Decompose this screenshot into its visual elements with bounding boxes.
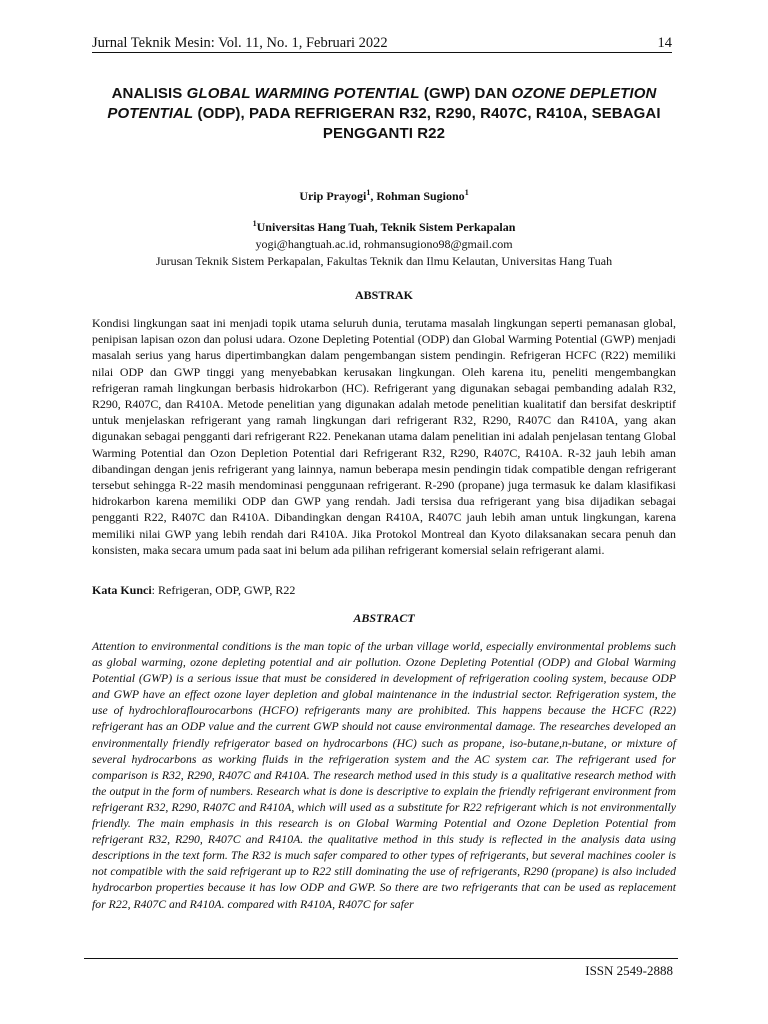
abstrak-body: Kondisi lingkungan saat ini menjadi topik utama seluruh dunia, terutama masalah lingkungan seperti pemanasan global, penipisan lapisan ozon dan polusi udara. Ozone Depleting Potential (ODP) dan Global Warming Potential (GWP) menjadi masalah serius yang harus dipertimbangkan dalam pengembangan sistem pendingin. Refrigeran HCFC (R22) memiliki nilai ODP dan GWP tinggi yang menyebabkan kerusakan lingkungan. Oleh karena itu, peneliti mengembangkan refrigeran ramah lingkungan berbasis hidrokarbon (HC). Refrigerant yang digunakan sebagai pembanding adalah R32, R290, R407C, dan R410A. Metode penelitian yang digunakan adalah metode penelitian kualitatif dan bersifat deskriptif untuk menjelaskan refrigerant yang ramah lingkungan dari refrigerant R32, R290, R407C dan R410A, yang akan digunakan sebagai pengganti dari refrigerant R22. Penekanan utama dalam penelitian ini adalah penjelasan tentang Global Warming Potential dan Ozon Depletion Potential dari Refrigerant R32, R290, R407C, R410A. R-32 jauh lebih aman dibandingan dengan jenis refrigerant yang lainnya, namun beberapa mesin pendingin tidak compatible dengan refrigerant tersebut sehingga R-22 masih mendominasi penggunaan refrigerant. R-290 (propane) juga termasuk ke dalam klasifikasi hidrokarbon karena memiliki ODP dan GWP yang rendah. Jadi tersisa dua refrigerant yang bisa dijadikan sebagai pengganti R22, R407C dan R410A. Dibandingkan dengan R410A, R407C jauh lebih aman untuk lingkungan, karena memiliki nilai GWP yang lebih rendah dari R410A. Jika Protokol Montreal dan Kyoto dilaksanakan secara penuh dan konsisten, maka secara umum pada saat ini belum ada pilihan refrigerant komersial selain refrigerant alami. [92, 316, 676, 557]
department-line: Jurusan Teknik Sistem Perkapalan, Fakultas Teknik dan Ilmu Kelautan, Universitas Hang Tuah [155, 254, 613, 268]
university-name: Universitas Hang Tuah, Teknik Sistem Perkapalan [256, 220, 516, 234]
keywords-label: Kata Kunci [92, 583, 152, 597]
university-line [90, 219, 678, 236]
title-part-2: GLOBAL WARMING POTENTIAL [186, 85, 420, 102]
running-header [92, 34, 672, 53]
abstract-body: Attention to environmental conditions is the man topic of the urban village world, especially environmental problems such as global warming, ozone depleting potential and air pollution. Ozone Depleting Potential (ODP) and Global Warming Potential (GWP) is a serious issue that must be considered in development of refrigeration cooling system, because ODP and GWP have an effect ozone layer depletion and global maintenance in the industrial sector. Refrigeration system, the use of hydrochloraflourocarbons (HCFO) refrigerants many are prohibited. This happens because the HCFC (R22) refrigerant has an ODP value and the current GWP should not cause environmental damage. The researches developed an environmentally friendly refrigerator based on hydrocarbons (HC) such as propane, iso-butane,n-butane, or mixture of several hydrocarbons as working fluids in the refrigeration system and the AC system car. The refrigerant used for comparison is R32, R290, R407C and R410A. The research method used in this study is a qualitative research method with the output in the form of numbers. Research what is done is descriptive to explain the friendly refrigerant environment from refrigerant R32, R290, R407C and R410A, which will used as a substitute for R22 refrigerant which is not environmentally friendly. The main emphasis in this research is on Global Warming Potential and Ozone Depletion Potential from refrigerant R32, R290, R407C and R410A. the qualitative method in this study is reflected in the analysis data using descriptions in the text form. The R32 is much safer compared to other types of refrigerants, but several machines cooler is not compatible with the said refrigerant up to R22 still dominating the use of refrigerants, R290 (propane) is also included hydrocarbon properties because it has low ODP and GWP. So there are two refrigerants that can be used as replacement for R22, R407C and R410A. compared with R410A, R407C for safer [92, 640, 676, 911]
paper-title [90, 84, 678, 144]
author-emails: yogi@hangtuah.ac.id, rohmansugiono98@gmail.com [255, 237, 513, 251]
title-part-3: (GWP) DAN [419, 85, 512, 102]
title-part-5: (ODP), PADA REFRIGERAN R32, R290, R407C, R410A, SEBAGAI PENGGANTI R22 [193, 105, 661, 142]
author-2-affiliation-mark: 1 [464, 188, 469, 197]
title-part-4: OZONE DEPLETION POTENTIAL [107, 85, 657, 122]
affiliation-block [90, 219, 678, 270]
author-2: Rohman Sugiono [376, 189, 465, 203]
abstrak-heading: ABSTRAK [354, 288, 413, 302]
journal-name: Jurnal Teknik Mesin: Vol. 11, No. 1, Februari 2022 [92, 35, 388, 51]
keywords-text: : Refrigeran, ODP, GWP, R22 [151, 583, 296, 597]
keywords-line [92, 582, 676, 598]
title-part-1: ANALISIS [111, 85, 187, 102]
issn-number: ISSN 2549-2888 [585, 963, 673, 978]
author-list [90, 188, 678, 204]
footer-divider [84, 958, 678, 959]
page-number: 14 [657, 35, 672, 51]
abstract-heading: ABSTRACT [353, 611, 415, 625]
author-separator: , [370, 189, 377, 203]
author-1: Urip Prayogi [299, 189, 367, 203]
author-1-affiliation-mark: 1 [366, 188, 371, 197]
affiliation-mark: 1 [252, 219, 257, 228]
